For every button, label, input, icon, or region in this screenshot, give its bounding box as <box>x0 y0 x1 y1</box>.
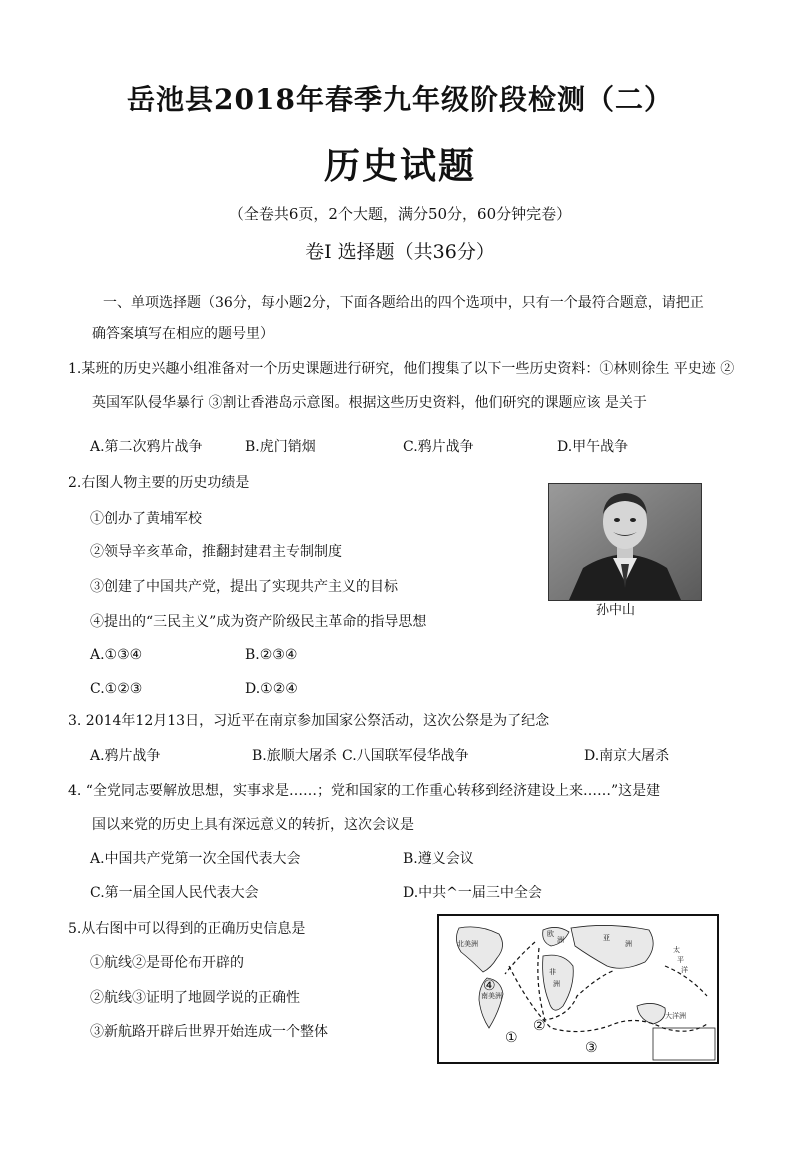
q3-option-d: D.南京大屠杀 <box>584 748 670 764</box>
q2-option-d: D.①②④ <box>245 681 298 697</box>
route-number-3: ③ <box>585 1040 598 1056</box>
q1-stem-line2: 英国军队侵华暴行 ③割让香港岛示意图。根据这些历史资料，他们研究的课题应该 是关于 <box>92 395 647 411</box>
q2-option-b: B.②③④ <box>245 647 298 663</box>
map-label-oceania: 大洋洲 <box>665 1012 686 1020</box>
section-instruction-line1: 一、单项选择题（36分，每小题2分，下面各题给出的四个选项中，只有一个最符合题意，请把正 <box>103 295 704 311</box>
portrait-caption: 孙中山 <box>596 603 636 618</box>
q5-item-1: ①航线②是哥伦布开辟的 <box>90 955 244 971</box>
map-label-pacific-3: 洋 <box>681 966 688 974</box>
q2-item-1: ①创办了黄埔军校 <box>90 511 202 527</box>
new-sea-routes-map <box>437 914 719 1064</box>
q4-option-d: D.中共^一届三中全会 <box>403 885 542 901</box>
q2-item-2: ②领导辛亥革命，推翻封建君主专制制度 <box>90 544 342 560</box>
q2-option-c: C.①②③ <box>90 681 143 697</box>
exam-note: （全卷共6页，2个大题，满分50分，60分钟完卷） <box>228 205 572 223</box>
q2-option-a: A.①③④ <box>90 647 143 663</box>
q4-option-b: B.遵义会议 <box>403 851 474 867</box>
q1-option-b: B.虎门销烟 <box>245 439 316 455</box>
q1-option-c: C.鸦片战争 <box>403 439 474 455</box>
route-number-2: ② <box>533 1018 546 1034</box>
map-label-pacific-1: 太 <box>673 946 680 954</box>
part-title: 卷Ⅰ 选择题（共36分） <box>305 241 495 263</box>
map-label-asia-1: 亚 <box>603 934 610 942</box>
map-label-europe-2: 洲 <box>557 936 564 944</box>
q2-stem: 2.右图人物主要的历史功绩是 <box>68 475 250 491</box>
q3-option-a: A.鸦片战争 <box>90 748 161 764</box>
exam-title: 岳池县2018年春季九年级阶段检测（二） <box>127 83 673 116</box>
q4-option-c: C.第一届全国人民代表大会 <box>90 885 259 901</box>
map-label-north-america: 北美洲 <box>457 940 478 948</box>
q4-stem-line2: 国以来党的历史上具有深远意义的转折，这次会议是 <box>92 817 414 833</box>
map-label-europe-1: 欧 <box>547 930 554 938</box>
q2-item-4: ④提出的“三民主义”成为资产阶级民主革命的指导思想 <box>90 614 427 630</box>
q4-stem-line1: 4. “全党同志要解放思想，实事求是……；党和国家的工作重心转移到经济建设上来……”这是建 <box>68 783 661 799</box>
q1-option-d: D.甲午战争 <box>557 439 629 455</box>
route-number-1: ① <box>505 1030 518 1046</box>
map-label-africa-1: 非 <box>549 968 556 976</box>
q4-option-a: A.中国共产党第一次全国代表大会 <box>90 851 301 867</box>
q3-stem: 3. 2014年12月13日，习近平在南京参加国家公祭活动，这次公祭是为了纪念 <box>68 713 550 729</box>
q5-item-2: ②航线③证明了地圆学说的正确性 <box>90 990 300 1006</box>
q3-option-b: B.旅顺大屠杀 <box>252 748 337 764</box>
q5-stem: 5.从右图中可以得到的正确历史信息是 <box>68 921 306 937</box>
q5-item-3: ③新航路开辟后世界开始连成一个整体 <box>90 1024 328 1040</box>
map-label-pacific-2: 平 <box>677 956 684 964</box>
map-label-south-america: 南美洲 <box>481 992 502 1000</box>
q2-item-3: ③创建了中国共产党，提出了实现共产主义的目标 <box>90 579 398 595</box>
map-label-africa-2: 洲 <box>553 980 560 988</box>
map-label-asia-2: 洲 <box>625 940 632 948</box>
q1-option-a: A.第二次鸦片战争 <box>90 439 203 455</box>
sun-yat-sen-portrait <box>548 483 702 601</box>
route-number-4: ④ <box>483 978 496 994</box>
q1-stem-line1: 1.某班的历史兴趣小组准备对一个历史课题进行研究，他们搜集了以下一些历史资料：①林则徐生 平史迹 ② <box>68 361 735 377</box>
section-instruction-line2: 确答案填写在相应的题号里） <box>92 326 274 342</box>
q3-option-c: C.八国联军侵华战争 <box>342 748 469 764</box>
subject-title: 历史试题 <box>323 145 476 187</box>
